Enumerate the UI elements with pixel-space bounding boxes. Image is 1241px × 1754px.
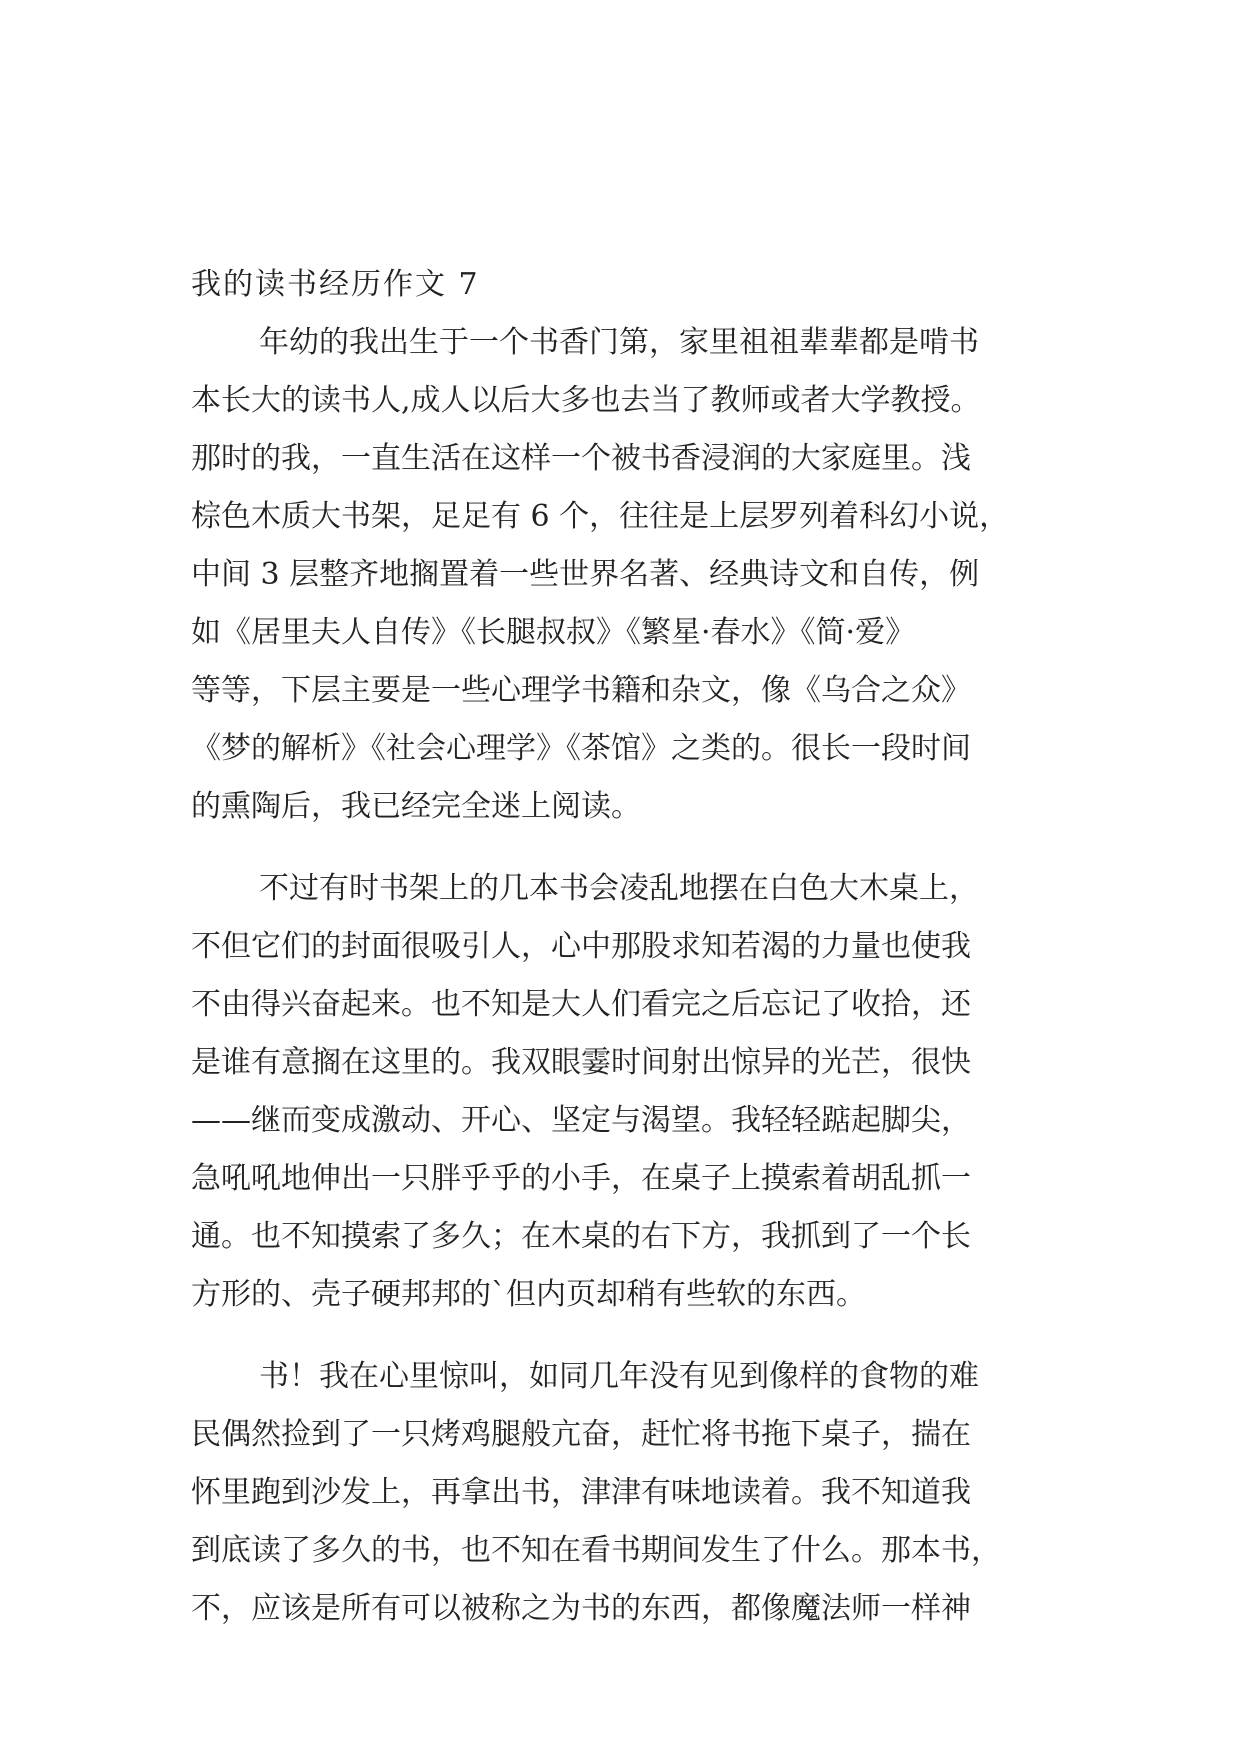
document-body: [191, 256, 1051, 1638]
paragraph-line: 书！我在心里惊叫，如同几年没有见到像样的食物的难: [259, 1359, 979, 1394]
paragraph-line: 《梦的解析》《社会心理学》《茶馆》之类的。很长一段时间: [191, 731, 971, 766]
paragraph-line: ——继而变成激动、开心、坚定与渴望。我轻轻踮起脚尖，: [191, 1103, 971, 1138]
paragraph-line: 中间 3 层整齐地搁置着一些世界名著、经典诗文和自传，例: [191, 557, 980, 592]
paragraph-line: 等等，下层主要是一些心理学书籍和杂文，像《乌合之众》: [191, 673, 971, 708]
paragraph-spacer: [191, 836, 1051, 860]
paragraph-line: 是谁有意搁在这里的。我双眼霎时间射出惊异的光芒，很快: [191, 1045, 971, 1080]
paragraph-line: 到底读了多久的书，也不知在看书期间发生了什么。那本书，: [191, 1533, 1001, 1568]
paragraph-2: [191, 860, 1051, 1324]
paragraph-line: 急吼吼地伸出一只胖乎乎的小手，在桌子上摸索着胡乱抓一: [191, 1161, 971, 1196]
document-title: 我的读书经历作文 7: [191, 267, 480, 302]
paragraph-line: 不过有时书架上的几本书会凌乱地摆在白色大木桌上，: [259, 871, 979, 906]
paragraph-line: 不由得兴奋起来。也不知是大人们看完之后忘记了收拾，还: [191, 987, 971, 1022]
paragraph-line: 民偶然捡到了一只烤鸡腿般亢奋，赶忙将书拖下桌子，揣在: [191, 1417, 971, 1452]
paragraph-line: 年幼的我出生于一个书香门第，家里祖祖辈辈都是啃书: [259, 325, 979, 360]
paragraph-line: 怀里跑到沙发上，再拿出书，津津有味地读着。我不知道我: [191, 1475, 971, 1510]
paragraph-line: 棕色木质大书架，足足有 6 个，往往是上层罗列着科幻小说，: [191, 499, 1010, 534]
paragraph-line: 不，应该是所有可以被称之为书的东西，都像魔法师一样神: [191, 1591, 971, 1626]
paragraph-line: 如《居里夫人自传》《长腿叔叔》《繁星·春水》《简·爱》: [191, 615, 916, 650]
paragraph-3: [191, 1348, 1051, 1638]
paragraph-line: 不但它们的封面很吸引人，心中那股求知若渴的力量也使我: [191, 929, 971, 964]
paragraph-line: 方形的、壳子硬邦邦的`但内页却稍有些软的东西。: [191, 1277, 866, 1312]
paragraph-line: 的熏陶后，我已经完全迷上阅读。: [191, 789, 641, 824]
paragraph-1: [191, 314, 1051, 836]
paragraph-spacer: [191, 1324, 1051, 1348]
paragraph-line: 通。也不知摸索了多久；在木桌的右下方，我抓到了一个长: [191, 1219, 971, 1254]
paragraph-line: 本长大的读书人,成人以后大多也去当了教师或者大学教授。: [191, 383, 981, 418]
paragraph-line: 那时的我，一直生活在这样一个被书香浸润的大家庭里。浅: [191, 441, 971, 476]
